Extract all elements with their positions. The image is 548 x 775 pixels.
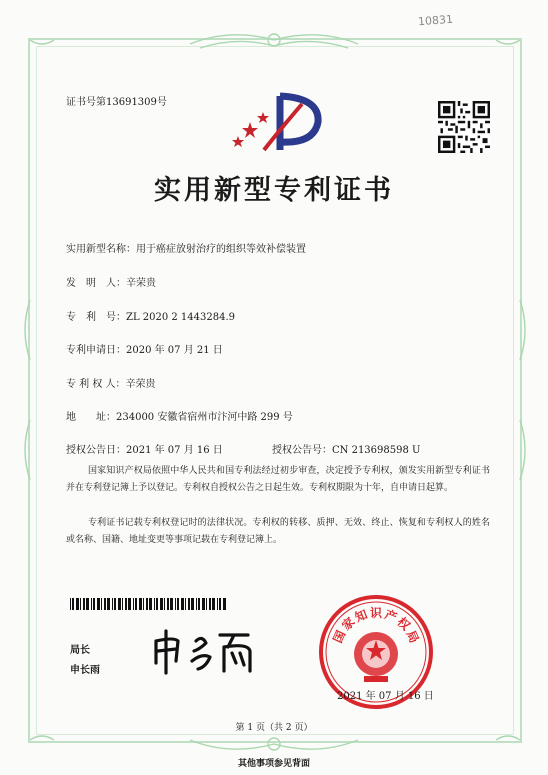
cnipa-logo-icon <box>228 92 328 154</box>
field-label: 实用新型名称： <box>66 244 136 255</box>
field-value: 用于癌症放射治疗的组织等效补偿装置 <box>136 244 306 255</box>
field-label: 专 利 权 人： <box>66 379 126 390</box>
field-label: 授权公告号： <box>272 445 332 456</box>
grant-statement-paragraph: 国家知识产权局依照中华人民共和国专利法经过初步审查，决定授予专利权，颁发实用新型专利证书并在专利登记簿上予以登记。专利权自授权公告之日起生效。专利权期限为十年，自申请日起算。 <box>66 466 490 493</box>
director-name: 申长雨 <box>70 665 100 676</box>
seal-char: 家 <box>339 614 358 634</box>
field-value: 辛荣贵 <box>126 278 156 289</box>
barcode-icon <box>70 598 228 610</box>
field-grant-date <box>66 441 223 456</box>
field-grant-number <box>272 441 420 456</box>
seal-char: 权 <box>394 614 413 634</box>
field-label: 授权公告日： <box>66 445 126 456</box>
page-title: 实用新型专利证书 <box>154 175 394 206</box>
field-value: CN 213698598 U <box>332 445 421 456</box>
field-patentee <box>66 375 156 390</box>
seal-char: 产 <box>382 607 400 625</box>
qr-code-icon <box>438 101 490 153</box>
legal-status-paragraph: 专利证书记载专利权登记时的法律状况。专利权的转移、质押、无效、终止、恢复和专利权人的姓名或名称、国籍、地址变更等事项记载在专利登记簿上。 <box>66 518 490 545</box>
field-value: 2020 年 07 月 21 日 <box>126 345 223 356</box>
seal-date: 2021 年 07 月 16 日 <box>337 691 434 702</box>
field-value: 2021 年 07 月 16 日 <box>126 445 223 456</box>
field-utility-model-name <box>66 240 306 255</box>
page-number: 第 1 页（共 2 页） <box>235 723 313 733</box>
seal-char: 知 <box>352 607 370 625</box>
director-title: 局长 <box>70 645 90 656</box>
certificate-number: 证书号第13691309号 <box>66 97 167 108</box>
field-label: 发 明 人： <box>66 278 126 289</box>
field-label: 专利申请日： <box>66 345 126 356</box>
field-value: 234000 安徽省宿州市汴河中路 299 号 <box>116 412 293 423</box>
seal-char: 国 <box>330 627 349 645</box>
field-inventor <box>66 274 156 289</box>
field-label: 专 利 号： <box>66 312 126 323</box>
field-value: ZL 2020 2 1443284.9 <box>126 312 236 323</box>
handwritten-number: 10831 <box>417 12 454 29</box>
field-label: 地 址： <box>66 412 116 423</box>
seal-char: 识 <box>370 606 383 620</box>
seal-char: 局 <box>403 627 422 645</box>
footnote: 其他事项参见背面 <box>237 759 310 769</box>
signature-icon <box>150 627 280 675</box>
field-address <box>66 408 293 423</box>
field-filing-date <box>66 341 223 356</box>
field-value: 辛荣贵 <box>125 379 156 390</box>
field-patent-number <box>66 308 235 323</box>
